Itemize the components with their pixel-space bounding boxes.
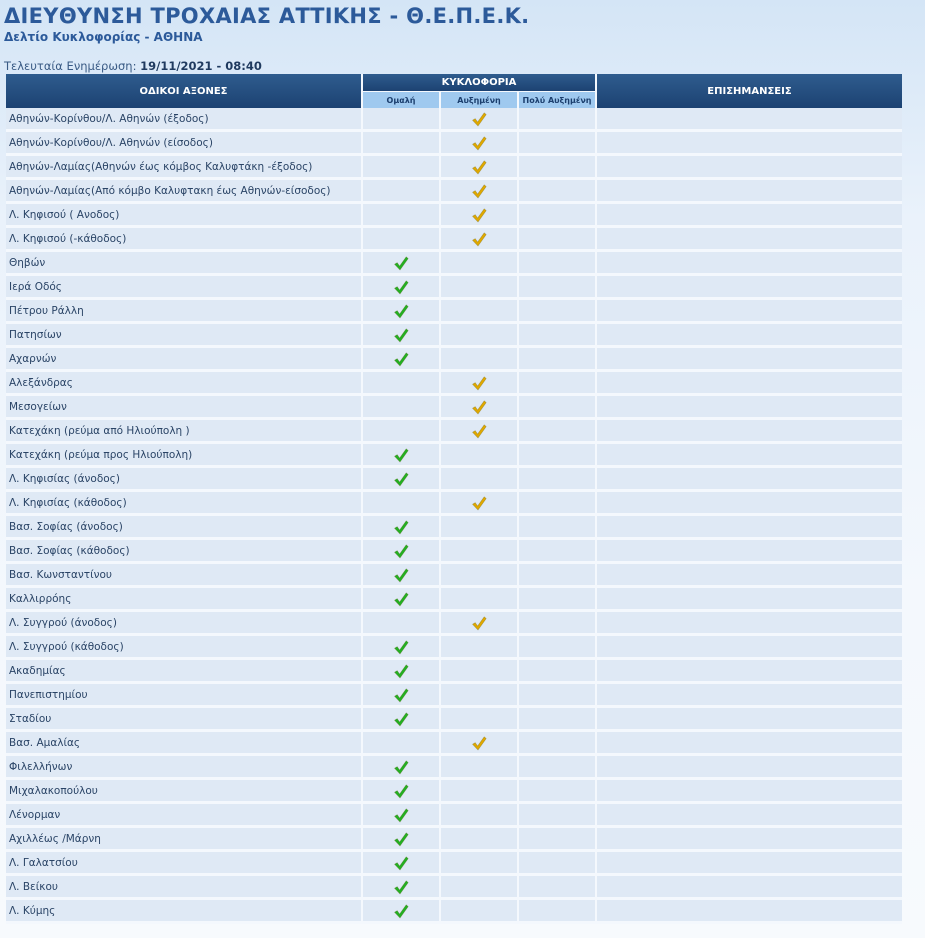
status-cell-very-increased <box>519 276 597 300</box>
status-cell-normal <box>363 156 441 180</box>
status-cell-increased <box>441 468 519 492</box>
table-row <box>6 180 902 204</box>
road-name: Μιχαλακοπούλου <box>6 780 363 804</box>
table-row <box>6 108 902 132</box>
status-cell-normal <box>363 780 441 804</box>
checkmark-icon <box>471 423 487 439</box>
status-cell-normal <box>363 492 441 516</box>
road-name: Πατησίων <box>6 324 363 348</box>
table-row <box>6 780 902 804</box>
status-cell-increased <box>441 516 519 540</box>
checkmark-icon <box>393 447 409 463</box>
checkmark-icon <box>393 303 409 319</box>
road-name: Αχαρνών <box>6 348 363 372</box>
status-cell-increased <box>441 132 519 156</box>
table-row <box>6 708 902 732</box>
road-name: Ιερά Οδός <box>6 276 363 300</box>
status-cell-normal <box>363 660 441 684</box>
status-cell-very-increased <box>519 108 597 132</box>
notes-cell <box>597 348 902 372</box>
status-cell-very-increased <box>519 732 597 756</box>
column-header-notes: ΕΠΙΣΗΜΑΝΣΕΙΣ <box>597 74 902 108</box>
status-cell-normal <box>363 756 441 780</box>
status-cell-normal <box>363 540 441 564</box>
road-name: Βασ. Σοφίας (κάθοδος) <box>6 540 363 564</box>
status-cell-increased <box>441 204 519 228</box>
last-update <box>4 59 262 73</box>
notes-cell <box>597 492 902 516</box>
notes-cell <box>597 228 902 252</box>
checkmark-icon <box>471 375 487 391</box>
status-cell-increased <box>441 300 519 324</box>
status-cell-increased <box>441 252 519 276</box>
status-cell-increased <box>441 396 519 420</box>
status-cell-very-increased <box>519 756 597 780</box>
status-cell-normal <box>363 180 441 204</box>
status-cell-normal <box>363 204 441 228</box>
notes-cell <box>597 732 902 756</box>
checkmark-icon <box>471 135 487 151</box>
table-row <box>6 852 902 876</box>
status-cell-increased <box>441 828 519 852</box>
road-name: Λ. Βείκου <box>6 876 363 900</box>
checkmark-icon <box>393 903 409 919</box>
status-cell-normal <box>363 684 441 708</box>
table-row <box>6 348 902 372</box>
road-name: Αθηνών-Κορίνθου/Λ. Αθηνών (είσοδος) <box>6 132 363 156</box>
road-name: Ακαδημίας <box>6 660 363 684</box>
notes-cell <box>597 300 902 324</box>
status-cell-increased <box>441 852 519 876</box>
road-name: Κατεχάκη (ρεύμα από Ηλιούπολη ) <box>6 420 363 444</box>
road-name: Λ. Κηφισίας (άνοδος) <box>6 468 363 492</box>
page-subtitle: Δελτίο Κυκλοφορίας - ΑΘΗΝΑ <box>4 30 203 44</box>
notes-cell <box>597 180 902 204</box>
road-name: Βασ. Σοφίας (άνοδος) <box>6 516 363 540</box>
column-header-normal: Ομαλή <box>363 91 441 108</box>
status-cell-normal <box>363 324 441 348</box>
status-cell-normal <box>363 228 441 252</box>
table-row <box>6 396 902 420</box>
status-cell-normal <box>363 420 441 444</box>
status-cell-normal <box>363 636 441 660</box>
table-row <box>6 156 902 180</box>
page-title: ΔΙΕΥΘΥΝΣΗ ΤΡΟΧΑΙΑΣ ΑΤΤΙΚΗΣ - Θ.Ε.Π.Ε.Κ. <box>4 4 530 28</box>
status-cell-very-increased <box>519 588 597 612</box>
status-cell-normal <box>363 300 441 324</box>
checkmark-icon <box>471 183 487 199</box>
road-name: Λ. Γαλατσίου <box>6 852 363 876</box>
status-cell-normal <box>363 132 441 156</box>
road-name: Λ. Κηφισού (-κάθοδος) <box>6 228 363 252</box>
checkmark-icon <box>393 687 409 703</box>
status-cell-increased <box>441 420 519 444</box>
table-row <box>6 420 902 444</box>
checkmark-icon <box>393 591 409 607</box>
status-cell-increased <box>441 732 519 756</box>
notes-cell <box>597 900 902 924</box>
table-row <box>6 660 902 684</box>
table-row <box>6 132 902 156</box>
checkmark-icon <box>393 519 409 535</box>
status-cell-very-increased <box>519 540 597 564</box>
notes-cell <box>597 564 902 588</box>
road-name: Λ. Κηφισού ( Ανοδος) <box>6 204 363 228</box>
table-row <box>6 876 902 900</box>
status-cell-very-increased <box>519 228 597 252</box>
notes-cell <box>597 540 902 564</box>
table-row <box>6 276 902 300</box>
notes-cell <box>597 132 902 156</box>
status-cell-very-increased <box>519 828 597 852</box>
status-cell-very-increased <box>519 900 597 924</box>
status-cell-normal <box>363 900 441 924</box>
status-cell-very-increased <box>519 372 597 396</box>
status-cell-very-increased <box>519 636 597 660</box>
status-cell-very-increased <box>519 780 597 804</box>
notes-cell <box>597 852 902 876</box>
table-row <box>6 900 902 924</box>
table-row <box>6 636 902 660</box>
status-cell-very-increased <box>519 396 597 420</box>
status-cell-normal <box>363 732 441 756</box>
road-name: Πέτρου Ράλλη <box>6 300 363 324</box>
status-cell-very-increased <box>519 132 597 156</box>
checkmark-icon <box>471 207 487 223</box>
notes-cell <box>597 636 902 660</box>
road-name: Λ. Συγγρού (άνοδος) <box>6 612 363 636</box>
road-name: Αχιλλέως /Μάρνη <box>6 828 363 852</box>
status-cell-increased <box>441 660 519 684</box>
status-cell-increased <box>441 708 519 732</box>
notes-cell <box>597 396 902 420</box>
status-cell-normal <box>363 876 441 900</box>
notes-cell <box>597 276 902 300</box>
status-cell-normal <box>363 396 441 420</box>
road-name: Κατεχάκη (ρεύμα προς Ηλιούπολη) <box>6 444 363 468</box>
table-row <box>6 372 902 396</box>
table-row <box>6 468 902 492</box>
table-row <box>6 228 902 252</box>
road-name: Βασ. Αμαλίας <box>6 732 363 756</box>
checkmark-icon <box>393 471 409 487</box>
status-cell-normal <box>363 708 441 732</box>
status-cell-increased <box>441 180 519 204</box>
road-name: Λ. Συγγρού (κάθοδος) <box>6 636 363 660</box>
status-cell-increased <box>441 636 519 660</box>
status-cell-very-increased <box>519 204 597 228</box>
checkmark-icon <box>393 783 409 799</box>
status-cell-increased <box>441 564 519 588</box>
table-row <box>6 804 902 828</box>
checkmark-icon <box>471 735 487 751</box>
status-cell-very-increased <box>519 684 597 708</box>
road-name: Λ. Κηφισίας (κάθοδος) <box>6 492 363 516</box>
status-cell-normal <box>363 252 441 276</box>
status-cell-normal <box>363 852 441 876</box>
status-cell-very-increased <box>519 180 597 204</box>
checkmark-icon <box>393 711 409 727</box>
traffic-table <box>6 74 902 924</box>
table-row <box>6 588 902 612</box>
status-cell-increased <box>441 156 519 180</box>
notes-cell <box>597 468 902 492</box>
checkmark-icon <box>471 111 487 127</box>
notes-cell <box>597 708 902 732</box>
notes-cell <box>597 108 902 132</box>
status-cell-normal <box>363 564 441 588</box>
checkmark-icon <box>393 543 409 559</box>
checkmark-icon <box>471 495 487 511</box>
status-cell-very-increased <box>519 564 597 588</box>
status-cell-normal <box>363 276 441 300</box>
road-name: Καλλιρρόης <box>6 588 363 612</box>
notes-cell <box>597 828 902 852</box>
road-name: Λ. Κύμης <box>6 900 363 924</box>
status-cell-normal <box>363 804 441 828</box>
status-cell-increased <box>441 108 519 132</box>
checkmark-icon <box>393 327 409 343</box>
table-row <box>6 516 902 540</box>
checkmark-icon <box>393 279 409 295</box>
notes-cell <box>597 204 902 228</box>
column-header-roads: ΟΔΙΚΟΙ ΑΞΟΝΕΣ <box>6 74 363 108</box>
road-name: Μεσογείων <box>6 396 363 420</box>
status-cell-increased <box>441 612 519 636</box>
status-cell-very-increased <box>519 348 597 372</box>
notes-cell <box>597 876 902 900</box>
notes-cell <box>597 372 902 396</box>
table-row <box>6 828 902 852</box>
road-name: Λένορμαν <box>6 804 363 828</box>
checkmark-icon <box>471 615 487 631</box>
status-cell-very-increased <box>519 468 597 492</box>
status-cell-very-increased <box>519 444 597 468</box>
status-cell-increased <box>441 276 519 300</box>
table-row <box>6 204 902 228</box>
status-cell-increased <box>441 348 519 372</box>
status-cell-very-increased <box>519 492 597 516</box>
notes-cell <box>597 444 902 468</box>
last-update-value: 19/11/2021 - 08:40 <box>140 59 262 73</box>
notes-cell <box>597 660 902 684</box>
status-cell-increased <box>441 372 519 396</box>
traffic-rows <box>6 108 902 924</box>
status-cell-very-increased <box>519 324 597 348</box>
checkmark-icon <box>393 351 409 367</box>
notes-cell <box>597 516 902 540</box>
status-cell-very-increased <box>519 516 597 540</box>
status-cell-normal <box>363 348 441 372</box>
status-cell-very-increased <box>519 804 597 828</box>
checkmark-icon <box>471 159 487 175</box>
column-header-traffic: ΚΥΚΛΟΦΟΡΙΑ <box>363 74 597 91</box>
column-header-increased: Αυξημένη <box>441 91 519 108</box>
status-cell-very-increased <box>519 852 597 876</box>
road-name: Φιλελλήνων <box>6 756 363 780</box>
status-cell-increased <box>441 900 519 924</box>
checkmark-icon <box>471 231 487 247</box>
table-row <box>6 612 902 636</box>
checkmark-icon <box>393 807 409 823</box>
road-name: Σταδίου <box>6 708 363 732</box>
checkmark-icon <box>393 831 409 847</box>
notes-cell <box>597 420 902 444</box>
road-name: Αθηνών-Λαμίας(Από κόμβο Καλυφτακη έως Αθηνών-είσοδος) <box>6 180 363 204</box>
status-cell-increased <box>441 756 519 780</box>
status-cell-increased <box>441 540 519 564</box>
notes-cell <box>597 780 902 804</box>
checkmark-icon <box>393 567 409 583</box>
last-update-label: Τελευταία Ενημέρωση: <box>4 59 137 73</box>
table-row <box>6 540 902 564</box>
notes-cell <box>597 588 902 612</box>
status-cell-normal <box>363 516 441 540</box>
status-cell-normal <box>363 444 441 468</box>
checkmark-icon <box>393 663 409 679</box>
table-row <box>6 756 902 780</box>
status-cell-normal <box>363 108 441 132</box>
road-name: Αλεξάνδρας <box>6 372 363 396</box>
status-cell-increased <box>441 444 519 468</box>
status-cell-very-increased <box>519 420 597 444</box>
status-cell-very-increased <box>519 300 597 324</box>
road-name: Θηβών <box>6 252 363 276</box>
checkmark-icon <box>471 399 487 415</box>
status-cell-normal <box>363 588 441 612</box>
table-row <box>6 444 902 468</box>
status-cell-increased <box>441 684 519 708</box>
notes-cell <box>597 804 902 828</box>
notes-cell <box>597 756 902 780</box>
table-row <box>6 252 902 276</box>
status-cell-increased <box>441 804 519 828</box>
status-cell-increased <box>441 780 519 804</box>
status-cell-very-increased <box>519 660 597 684</box>
status-cell-increased <box>441 228 519 252</box>
checkmark-icon <box>393 639 409 655</box>
checkmark-icon <box>393 879 409 895</box>
status-cell-increased <box>441 492 519 516</box>
status-cell-increased <box>441 588 519 612</box>
status-cell-normal <box>363 612 441 636</box>
status-cell-very-increased <box>519 612 597 636</box>
status-cell-very-increased <box>519 876 597 900</box>
status-cell-normal <box>363 468 441 492</box>
notes-cell <box>597 612 902 636</box>
road-name: Βασ. Κωνσταντίνου <box>6 564 363 588</box>
checkmark-icon <box>393 759 409 775</box>
road-name: Αθηνών-Κορίνθου/Λ. Αθηνών (έξοδος) <box>6 108 363 132</box>
table-row <box>6 684 902 708</box>
table-row <box>6 732 902 756</box>
road-name: Πανεπιστημίου <box>6 684 363 708</box>
table-row <box>6 564 902 588</box>
checkmark-icon <box>393 855 409 871</box>
status-cell-normal <box>363 828 441 852</box>
table-row <box>6 492 902 516</box>
status-cell-very-increased <box>519 156 597 180</box>
status-cell-very-increased <box>519 252 597 276</box>
road-name: Αθηνών-Λαμίας(Αθηνών έως κόμβος Καλυφτάκη -έξοδος) <box>6 156 363 180</box>
checkmark-icon <box>393 255 409 271</box>
status-cell-increased <box>441 324 519 348</box>
notes-cell <box>597 684 902 708</box>
notes-cell <box>597 252 902 276</box>
notes-cell <box>597 324 902 348</box>
status-cell-increased <box>441 876 519 900</box>
table-row <box>6 300 902 324</box>
table-row <box>6 324 902 348</box>
status-cell-normal <box>363 372 441 396</box>
column-header-very-increased: Πολύ Αυξημένη <box>519 91 597 108</box>
notes-cell <box>597 156 902 180</box>
status-cell-very-increased <box>519 708 597 732</box>
